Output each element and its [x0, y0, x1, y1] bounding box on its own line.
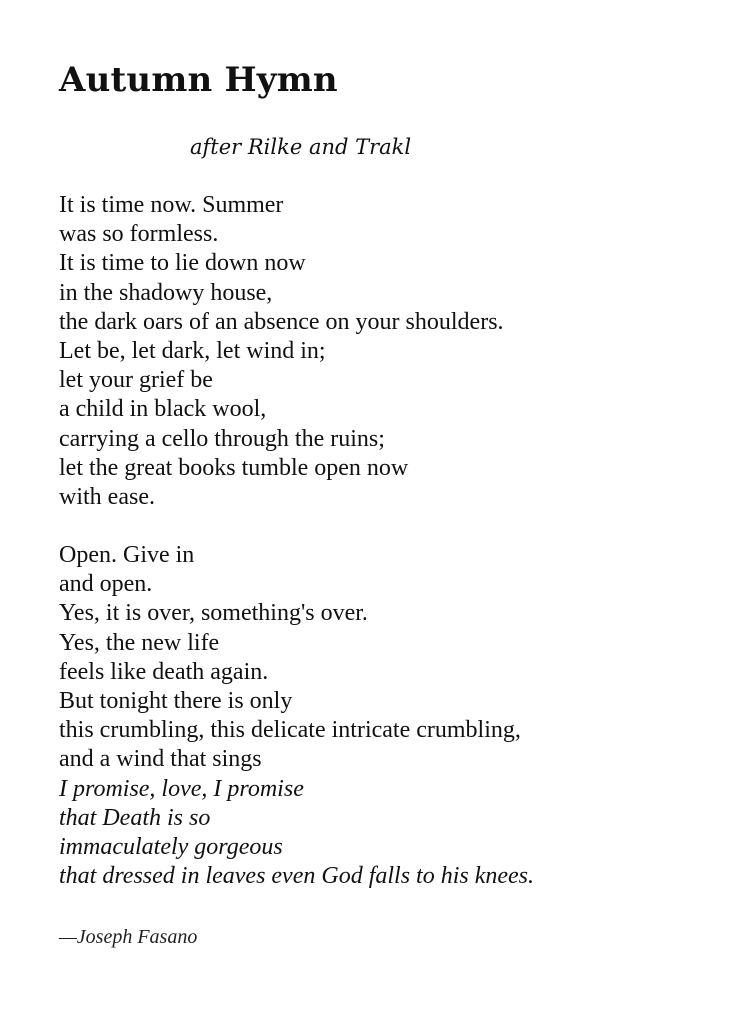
poem-line: and open.: [59, 571, 153, 598]
poem-line: with ease.: [59, 484, 155, 511]
poem-line-italic: that Death is so: [59, 804, 211, 831]
poem-line: a child in black wool,: [59, 396, 267, 423]
poem-epigraph: after Rilke and Trakl: [190, 135, 412, 159]
poem-title: Autumn Hymn: [59, 60, 338, 100]
poem-line: was so formless.: [59, 221, 219, 248]
poem-line: let the great books tumble open now: [59, 454, 409, 481]
poem-line: in the shadowy house,: [59, 279, 273, 306]
poem-line: the dark oars of an absence on your shoulders.: [59, 308, 504, 335]
poem-line: and a wind that sings: [59, 746, 262, 773]
poem-line: It is time to lie down now: [59, 250, 306, 277]
poem-line: But tonight there is only: [59, 688, 293, 715]
poem-line: feels like death again.: [59, 658, 269, 685]
poem-line-italic: that dressed in leaves even God falls to his knees.: [59, 863, 535, 890]
poem-line-italic: immaculately gorgeous: [59, 834, 283, 861]
poem-line: carrying a cello through the ruins;: [59, 425, 385, 452]
poem-line: this crumbling, this delicate intricate crumbling,: [59, 717, 521, 744]
stanza-2: [59, 541, 534, 891]
poem-line: Yes, it is over, something's over.: [59, 600, 368, 627]
poem-line-italic: I promise, love, I promise: [59, 775, 304, 802]
stanza-1: [59, 191, 504, 512]
poem-line: It is time now. Summer: [59, 192, 284, 218]
poem-line: Let be, let dark, let wind in;: [59, 338, 326, 365]
poem-line: let your grief be: [59, 367, 213, 394]
poem-line: Open. Give in: [59, 542, 195, 568]
poem-line: Yes, the new life: [59, 629, 220, 656]
poem-signature: —Joseph Fasano: [59, 926, 198, 948]
